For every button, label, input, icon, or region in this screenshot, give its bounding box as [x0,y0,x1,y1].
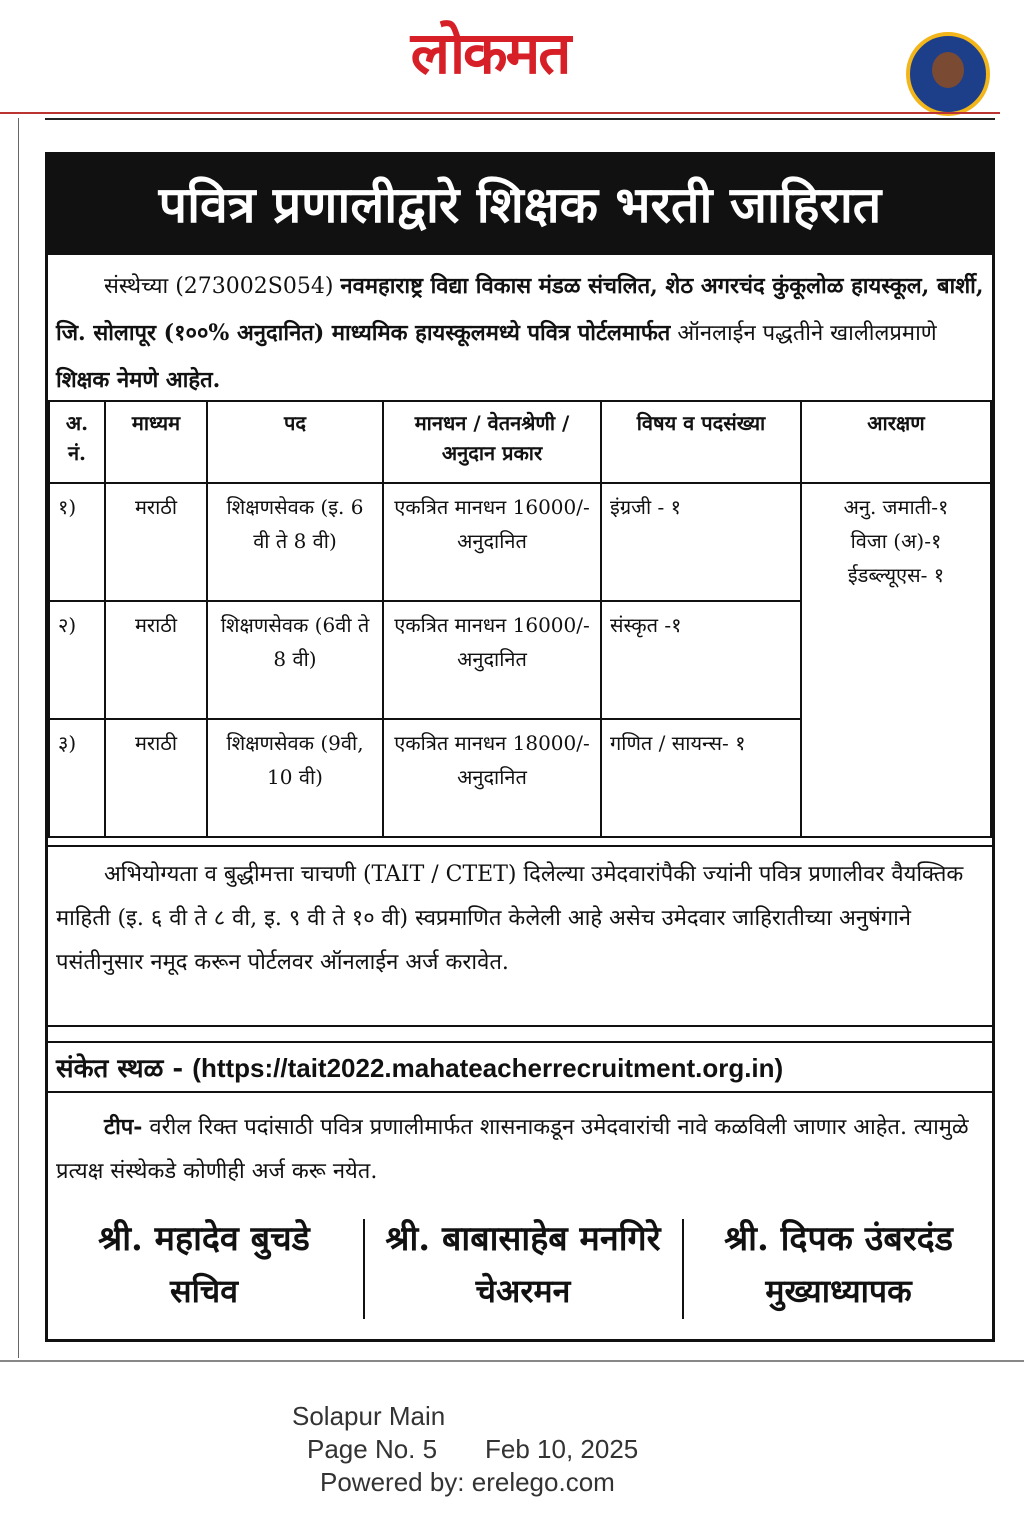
signatory-chairman [366,1213,680,1323]
row-serial: २) [49,601,105,719]
masthead-rule-2 [45,118,995,120]
signatory-divider [363,1219,365,1319]
note-text: वरील रिक्त पदांसाठी पवित्र प्रणालीमार्फत शासनाकडून उमेदवारांची नावे कळविली जाणार आहेत. त्यामुळे प्रत्यक्ष संस्थेकडे कोणीही अर्ज करू नयेत. [56,1115,969,1184]
row-post: शिक्षणसेवक (6वी ते 8 वी) [207,601,383,719]
intro-text-1: संस्थेच्या (273002S054) [104,274,341,299]
reservation-item: अनु. जमाती-१ [843,495,949,519]
eligibility-paragraph [48,845,992,1027]
posts-table [48,400,992,838]
reservation-item: ईडब्ल्यूएस- १ [847,563,945,587]
note-paragraph [56,1105,986,1194]
table-header-row [49,401,991,483]
row-post: शिक्षणसेवक (9वी, 10 वी) [207,719,383,837]
signatory-secretary [48,1213,360,1323]
row-medium: मराठी [105,601,207,719]
signatory-divider [682,1219,684,1319]
signatory-title: मुख्याध्यापक [765,1272,912,1310]
recruitment-advertisement [45,152,995,1342]
row-serial: ३) [49,719,105,837]
header-medium: माध्यम [105,401,207,483]
footer-date: Feb 10, 2025 [485,1434,639,1464]
ad-title: पवित्र प्रणालीद्वारे शिक्षक भरती जाहिरात [48,155,992,255]
signatory-name: श्री. दिपक उंबरदंड [724,1219,953,1259]
header-pay: मानधन / वेतनश्रेणी / अनुदान प्रकार [383,401,601,483]
lokmat-logo: लोकमत [410,19,570,87]
column-rule [18,118,19,1358]
eligibility-text: अभियोग्यता व बुद्धीमत्ता चाचणी (TAIT / CTET) दिलेल्या उमेदवारांपैकी ज्यांनी पवित्र प्रणालीवर वैयक्तिक माहिती (इ. ६ वी ते ८ वी, इ. ९ वी ते १० वी) स्वप्रमाणित केलेली आहे असेच उमेदवार जाहिरातीच्या अनुषंगाने पसंतीनुसार नमूद करून पोर्टलवर ऑनलाईन अर्ज करावेत. [56,862,964,975]
website-label: संकेत स्थळ - [56,1054,193,1084]
footer-powered: Powered by: erelego.com [320,1467,615,1497]
note-label: टीप- [104,1114,143,1140]
header-reservation: आरक्षण [801,401,991,483]
footer-edition: Solapur Main [292,1401,446,1431]
row-pay: एकत्रित मानधन 18000/- अनुदानित [383,719,601,837]
website-line [48,1041,992,1093]
row-post: शिक्षणसेवक (इ. 6 वी ते 8 वी) [207,483,383,601]
row-subject: गणित / सायन्स- १ [601,719,801,837]
row-pay: एकत्रित मानधन 16000/- अनुदानित [383,601,601,719]
intro-closing: शिक्षक नेमणे आहेत. [56,367,221,393]
website-url-link[interactable]: (https://tait2022.mahateacherrecruitment.org.in) [192,1053,784,1083]
signatory-name: श्री. महादेव बुचडे [98,1219,310,1259]
row-medium: मराठी [105,719,207,837]
header-serial: अ. नं. [49,401,105,483]
row-subject: इंग्रजी - १ [601,483,801,601]
signatory-title: सचिव [169,1272,239,1310]
header-post: पद [207,401,383,483]
portrait-icon [932,52,964,88]
author-badge-icon [906,32,990,116]
masthead [0,0,1024,120]
table-row [49,483,991,601]
intro-paragraph [56,263,986,404]
signatories [48,1213,992,1323]
intro-institution: नवमहाराष्ट्र विद्या विकास मंडळ संचलित, शेठ अगरचंद कुंकूलोळ हायस्कूल, बार्शी, जि. सोलापूर (१००% अनुदानित) माध्यमिक हायस्कूलमध्ये पवित्र पोर्टलमार्फत [56,273,984,346]
reservation-cell [801,483,991,837]
row-pay: एकत्रित मानधन 16000/- अनुदानित [383,483,601,601]
signatory-name: श्री. बाबासाहेब मनगिरे [385,1219,661,1259]
row-subject: संस्कृत -१ [601,601,801,719]
footer-rule [0,1360,1024,1362]
signatory-title: चेअरमन [475,1272,571,1310]
row-serial: १) [49,483,105,601]
intro-text-2: ऑनलाईन पद्धतीने खालीलप्रमाणे [670,321,937,346]
header-subject: विषय व पदसंख्या [601,401,801,483]
signatory-headmaster [685,1213,992,1323]
reservation-item: विजा (अ)-१ [850,529,942,553]
masthead-rule [0,112,1000,114]
row-medium: मराठी [105,483,207,601]
footer-page: Page No. 5 [307,1434,438,1464]
